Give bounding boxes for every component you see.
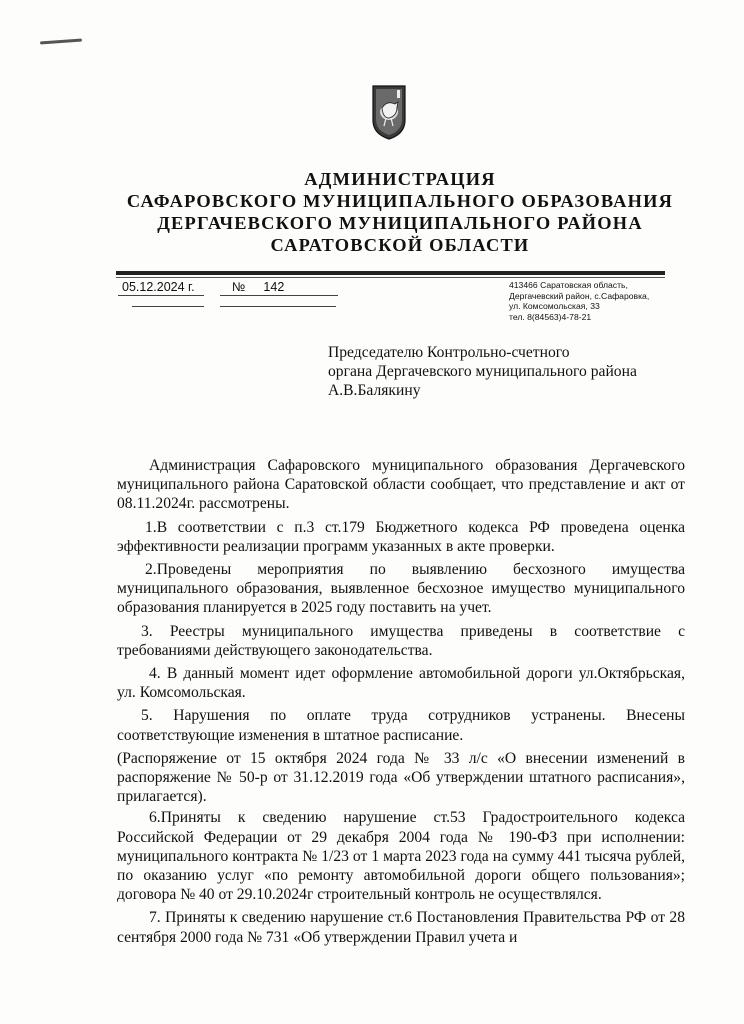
body-paragraph: 2.Проведены мероприятия по выявлению бесхозного имущества муниципального образования, выявленное бесхозное имущество муниципального образования планируется в 2025 году поставить на учет. (117, 561, 685, 617)
title-line: ДЕРГАЧЕВСКОГО МУНИЦИПАЛЬНОГО РАЙОНА (157, 213, 643, 233)
body-paragraph: 7. Приняты к сведению нарушение ст.6 Постановления Правительства РФ от 28 сентября 2000 года № 731 «Об утверждении Правил учета и (117, 909, 685, 946)
recipient-block (328, 343, 637, 400)
number-underline-2 (220, 306, 336, 307)
body-paragraph: 3. Реестры муниципального имущества приведены в соответствие с требованиями действующего законодательства. (117, 622, 685, 659)
date-underline-2 (132, 306, 204, 307)
address-line: Дергачевский район, с.Сафаровка, (509, 290, 650, 301)
body-paragraph: (Распоряжение от 15 октября 2024 года № 33 л/с «О внесении изменений в распоряжение № 50-р от 31.12.2019 года «Об утверждении штатного расписания», прилагается). (117, 749, 685, 806)
header-rule-thick (116, 271, 665, 275)
address-line: тел. 8(84563)4-78-21 (509, 311, 592, 322)
body-paragraph: Администрация Сафаровского муниципального образования Дергачевского муниципального района Саратовской области сообщает, что представление и акт от 08.11.2024г. рассмотрены. (117, 457, 685, 513)
letter-body (117, 456, 685, 951)
title-line: САФАРОВСКОГО МУНИЦИПАЛЬНОГО ОБРАЗОВАНИЯ (126, 191, 674, 211)
number-label: № (232, 280, 246, 294)
body-paragraph: 4. В данный момент идет оформление автомобильной дороги ул.Октябрьская, ул. Комсомольская. (117, 665, 685, 702)
title-line: АДМИНИСТРАЦИЯ (304, 169, 496, 189)
recipient-line: Председателю Контрольно-счетного (328, 344, 570, 361)
organization-title (0, 168, 744, 256)
number-underline (220, 295, 338, 296)
coat-of-arms-icon (371, 82, 407, 140)
title-line: САРАТОВСКОЙ ОБЛАСТИ (270, 235, 530, 255)
date-underline (118, 295, 204, 296)
recipient-line: А.В.Балякину (328, 382, 421, 399)
scan-mark (40, 39, 82, 45)
sender-address (509, 280, 649, 322)
letter-number (232, 280, 302, 294)
address-line: ул. Комсомольская, 33 (509, 301, 600, 312)
letter-date: 05.12.2024 г. (122, 280, 195, 294)
number-value: 142 (263, 280, 285, 294)
body-paragraph: 1.В соответствии с п.3 ст.179 Бюджетного кодекса РФ проведена оценка эффективности реализации программ указанных в акте проверки. (117, 518, 685, 555)
address-line: 413466 Саратовская область, (509, 280, 628, 290)
body-paragraph: 5. Нарушения по оплате труда сотрудников устранены. Внесены соответствующие изменения в штатное расписание. (117, 707, 685, 744)
recipient-line: органа Дергачевского муниципального района (328, 363, 637, 380)
header-rule-thin (116, 277, 665, 278)
body-paragraph: 6.Приняты к сведению нарушение ст.53 Градостроительного кодекса Российской Федерации от 29 декабря 2004 года № 190-ФЗ при исполнении: муниципального контракта № 1/23 от 1 марта 2023 года на сумму 441 тысяча рублей, по оказанию услуг «по ремонту автомобильной дороги общего пользования»; договора № 40 от 29.10.2024г строительный контроль не осуществлялся. (117, 809, 685, 904)
